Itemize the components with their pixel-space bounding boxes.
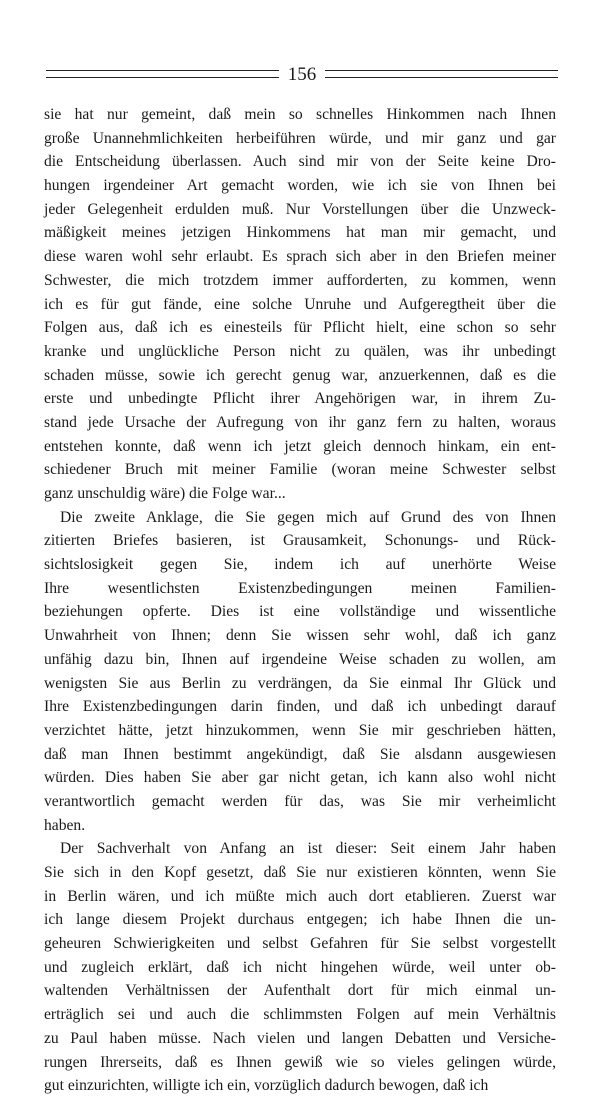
text-line: Unwahrheit von Ihnen; denn Sie wissen sehr wohl, daß ich ganz [44,627,556,645]
text-line: Die zweite Anklage, die Sie gegen mich auf Grund des von Ihnen [60,508,556,526]
header-rule-left [46,70,279,78]
text-line: zitierten Briefes basieren, ist Grausamkeit, Schonungs- und Rück- [44,532,556,550]
text-line: kranke und unglückliche Person nicht zu quälen, was ihr unbedingt [44,342,556,360]
text-line: verzichtet hätte, jetzt hinzukommen, wenn Sie mir geschrieben hätten, [44,721,556,739]
text-line: würden. Dies haben Sie aber gar nicht getan, ich kann also wohl nicht [44,769,556,787]
text-line: verantwortlich gemacht werden für das, was Sie mir verheimlicht [44,792,556,810]
text-line: ich es für gut fände, eine solche Unruhe und Aufgeregtheit über die [44,295,556,313]
text-line: Schwester, die mich trotzdem immer aufforderten, zu kommen, wenn [44,271,556,289]
text-line: und zugleich erklärt, daß ich nicht hingehen würde, weil unter ob- [44,958,556,976]
text-line: sie hat nur gemeint, daß mein so schnelles Hinkommen nach Ihnen [44,106,556,123]
text-line: die Entscheidung überlassen. Auch sind mir von der Seite keine Dro- [44,153,556,171]
text-line: stand jede Ursache der Aufregung von ihr ganz fern zu halten, woraus [44,413,556,431]
text-line: unfähig dazu bin, Ihnen auf irgendeine Weise schaden zu wollen, am [44,650,556,668]
text-line: Sie sich in den Kopf gesetzt, daß Sie nur existieren könnten, wenn Sie [44,864,556,881]
text-line: Der Sachverhalt von Anfang an ist dieser: Seit einem Jahr haben [60,840,556,858]
paragraph [44,837,556,1098]
text-line: Ihre Existenzbedingungen darin finden, und daß ich unbedingt darauf [44,698,556,716]
text-line: rungen Ihrerseits, daß es Ihnen gewiß wie so vieles gelingen würde, [44,1053,556,1071]
text-line: gut einzurichten, willigte ich ein, vorzüglich dadurch bewogen, daß ich [44,1077,489,1095]
page-number: 156 [287,63,317,85]
header-rule-right [325,70,558,78]
text-line: schaden müsse, sowie ich gerecht genug war, anzuerkennen, daß es die [44,366,556,384]
paragraph [44,103,556,506]
text-line: beziehungen opferte. Dies ist eine vollständige und wissentliche [44,603,556,621]
text-line: Ihre wesentlichsten Existenzbedingungen meinen Familien- [44,579,556,597]
text-line: diese waren wohl sehr erlaubt. Es sprach sich aber in den Briefen meiner [44,248,556,266]
text-line: hungen irgendeiner Art gemacht worden, wie ich sie von Ihnen bei [44,177,556,195]
text-line: entstehen konnte, daß wenn ich jetzt gleich dennoch hinkam, ein ent- [44,437,556,455]
text-line: erträglich sei und auch die schlimmsten Folgen auf mein Verhältnis [44,1006,556,1024]
text-line: zu Paul haben müsse. Nach vielen und langen Debatten und Versiche- [44,1029,556,1047]
text-line: große Unannehmlichkeiten herbeiführen würde, und mir ganz und gar [44,129,556,147]
text-line: jeder Gelegenheit erdulden muß. Nur Vorstellungen über die Unzweck- [44,200,556,218]
body-text [44,103,556,1098]
text-line: ganz unschuldig wäre) die Folge war... [44,485,286,502]
text-line: mäßigkeit meines jetzigen Hinkommens hat man mir gemacht, und [44,224,556,242]
text-line: sichtslosigkeit gegen Sie, indem ich auf unerhörte Weise [44,556,556,574]
text-line: daß man Ihnen bestimmt angekündigt, daß Sie alsdann ausgewiesen [44,745,556,763]
paragraph [44,506,556,838]
text-line: wenigsten Sie aus Berlin zu verdrängen, da Sie einmal Ihr Glück und [44,674,556,692]
text-line: erste und unbedingte Pflicht ihrer Angehörigen war, in ihrem Zu- [44,390,556,408]
text-line: schiedener Bruch mit meiner Familie (woran meine Schwester selbst [44,461,556,479]
page-header [46,62,558,86]
text-line: in Berlin wären, und ich müßte mich auch dort etablieren. Zuerst war [44,887,556,905]
text-line: haben. [44,816,86,834]
text-line: waltenden Verhältnissen der Aufenthalt dort für mich einmal un- [44,982,556,1000]
text-line: Folgen aus, daß ich es einesteils für Pflicht hielt, eine schon so sehr [44,319,556,337]
text-line: geheuren Schwierigkeiten und selbst Gefahren für Sie selbst vorgestellt [44,935,556,953]
text-line: ich lange diesem Projekt durchaus entgegen; ich habe Ihnen die un- [44,911,556,929]
